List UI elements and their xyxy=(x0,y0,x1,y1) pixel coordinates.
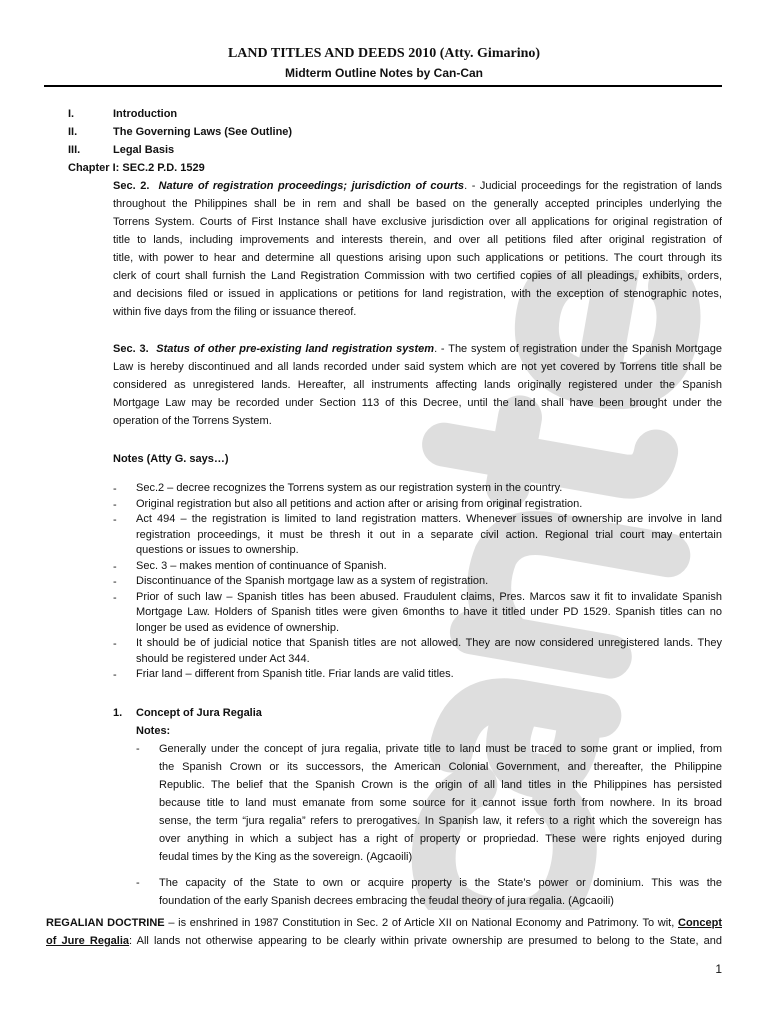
note-item xyxy=(136,667,722,683)
header-rule xyxy=(44,85,722,87)
note-line: registration proceedings, it must be thresh it out in a separate civil action. Regional trial court may entertain xyxy=(136,528,722,541)
concept-note-line: Generally under the concept of jura regalia, private title to land must be traced to some grant or implied, from xyxy=(159,743,722,755)
outline-label-1: Introduction xyxy=(113,108,178,120)
note-line: longer be used as evidence of ownership. xyxy=(136,621,340,634)
note-line: Friar land – different from Spanish title. Friar lands are valid titles. xyxy=(136,668,454,680)
outline-num-2: II. xyxy=(68,126,78,138)
note-line: questions or issues to ownership. xyxy=(136,544,299,556)
note-line: It should be of judicial notice that Spanish titles are not allowed. They are now considered unregistered lands. They xyxy=(136,637,722,649)
page-number: 1 xyxy=(715,962,722,976)
concept-note-line: The capacity of the State to own or acquire property is the State’s power or dominium. This was the xyxy=(159,877,722,889)
note-bullet-dash: - xyxy=(113,498,117,511)
sec2-line-7: and decisions filed or issued in applications or petitions for land registration, with the exception of stenographic notes, xyxy=(113,288,722,300)
concept-number: 1. xyxy=(113,707,123,719)
regalian-line-2-text: : All lands not otherwise appearing to be clearly within private ownership are presumed to belong to the State, and xyxy=(129,935,722,947)
sec3-line-5: operation of the Torrens System. xyxy=(113,415,272,427)
note-item xyxy=(136,559,722,575)
sec3-heading: Status of other pre-existing land registration system xyxy=(156,343,435,355)
note-item xyxy=(136,512,722,559)
document-subtitle: Midterm Outline Notes by Can-Can xyxy=(284,66,484,80)
concept-heading: Concept of Jura Regalia xyxy=(136,707,262,719)
sec3-line-2: Law is hereby discontinued and all lands recorded under said system which are not yet covered by Torrens title shall be xyxy=(113,361,722,373)
concept-note-line: over anything in which a subject has a right of property or propriedad. These were rights enjoyed during xyxy=(159,833,722,845)
sec2-line-6: clerk of court shall furnish the Land Registration Commission with two certified copies of all pleadings, exhibits, orders, xyxy=(113,270,722,282)
regalian-paragraph xyxy=(46,914,722,950)
note-item xyxy=(136,497,722,513)
concept-bullet-dash: - xyxy=(136,743,140,755)
chapter-heading: Chapter I: SEC.2 P.D. 1529 xyxy=(68,162,205,174)
note-line: Discontinuance of the Spanish mortgage law as a system of registration. xyxy=(136,575,489,587)
sec2-paragraph xyxy=(113,177,722,321)
note-line: should be registered under Act 344. xyxy=(136,652,310,665)
sec3-label: Sec. 3. xyxy=(113,343,149,355)
concept-note-line: foundation of the early Spanish decrees embracing the feudal theory of jura regalia. (Agcaoili) xyxy=(159,895,614,907)
notes-heading: Notes (Atty G. says…) xyxy=(113,453,229,465)
concept-note-line: because title to land must emanate from some source for it cannot issue forth from nowhere. In its broad xyxy=(159,797,722,809)
sec2-label: Sec. 2. xyxy=(113,180,150,192)
note-item xyxy=(136,636,722,667)
note-line: Sec. 3 – makes mention of continuance of Spanish. xyxy=(136,559,387,572)
sec2-line-2: throughout the Philippines shall be in rem and shall be based on the generally accepted principles underlying the xyxy=(113,198,722,210)
note-bullet-dash: - xyxy=(113,483,117,495)
note-item xyxy=(136,590,722,637)
sec2-line-3: Torrens System. Courts of First Instance shall have exclusive jurisdiction over all applications for original registration of xyxy=(113,216,722,228)
regalian-line-1 xyxy=(46,914,722,932)
regalian-concept-underlined: Concept xyxy=(678,917,722,929)
document-title: LAND TITLES AND DEEDS 2010 (Atty. Gimarino) xyxy=(227,46,541,61)
note-bullet-dash: - xyxy=(113,560,117,573)
sec2-line-8: within five days from the filing or issuance thereof. xyxy=(113,306,357,318)
outline-label-3: Legal Basis xyxy=(113,144,175,156)
note-item xyxy=(136,574,722,590)
sec2-line-1-text: . - Judicial proceedings for the registration of lands xyxy=(464,180,722,192)
concept-note-line: Republic. The belief that the Spanish Crown is the origin of all land titles in the Philippines has persisted xyxy=(159,779,722,791)
regalian-jure-regalia-underlined: of Jure Regalia xyxy=(46,935,130,947)
sec2-heading: Nature of registration proceedings; jurisdiction of courts xyxy=(158,180,465,192)
concept-note-line: sense, the term “jura regalia” refers to prerogatives. In Spanish law, it refers to a right which the sovereign has xyxy=(159,815,722,827)
note-line: Mortgage Law. Holders of Spanish titles were given 6months to have it titled under PD 1529. Spanish titles can no xyxy=(136,606,722,618)
note-bullet-dash: - xyxy=(113,514,117,526)
sec2-line-4: title to lands, including improvements and interests therein, and over all petitions filed after original registration of xyxy=(113,234,722,246)
sec3-paragraph xyxy=(113,340,722,430)
regalian-line-1-text: – is enshrined in 1987 Constitution in Sec. 2 of Article XII on National Economy and Patrimony. To wit, xyxy=(164,917,678,929)
sec2-line-5: title, with power to hear and determine all questions arising upon such applications or petitions. The court through its xyxy=(113,252,722,264)
concept-notes-label: Notes: xyxy=(136,725,171,737)
note-line: Prior of such law – Spanish titles has been abused. Fraudulent claims, Pres. Marcos saw it fit to invalidate Spanish xyxy=(136,590,722,603)
note-item xyxy=(136,481,722,497)
concept-note-line: the Spanish Crown or its successors, the American Colonial Government, and thereafter, the Philippine xyxy=(159,761,722,773)
concept-note-item xyxy=(159,874,722,910)
concept-bullet-dash: - xyxy=(136,877,140,889)
sec3-line-3: considered as unregistered lands. Hereafter, all instruments affecting lands originally registered under the Spanish xyxy=(113,379,722,391)
concept-note-item xyxy=(159,740,722,866)
concept-note-line: feudal times by the King as the sovereign. (Agcaoili) xyxy=(159,851,413,863)
note-line: Act 494 – the registration is limited to land registration matters. Whenever issues of ownership are involve in land xyxy=(136,513,722,525)
note-line: Original registration but also all petitions and action after or arising from original registration. xyxy=(136,497,583,510)
sec3-line-1 xyxy=(113,340,722,358)
sec3-line-4: Mortgage Law may be recorded under Section 113 of this Decree, until the land shall have been brought under the xyxy=(113,397,722,409)
note-line: Sec.2 – decree recognizes the Torrens system as our registration system in the country. xyxy=(136,482,563,494)
note-bullet-dash: - xyxy=(113,576,117,588)
regalian-line-2 xyxy=(46,932,722,950)
regalian-term: REGALIAN DOCTRINE xyxy=(46,917,165,929)
note-bullet-dash: - xyxy=(113,669,117,681)
sec3-line-1-text: . - The system of registration under the Spanish Mortgage xyxy=(434,343,722,355)
outline-num-3: III. xyxy=(68,144,81,156)
outline-num-1: I. xyxy=(68,108,75,120)
sec2-line-1 xyxy=(113,177,722,195)
note-bullet-dash: - xyxy=(113,638,117,650)
note-bullet-dash: - xyxy=(113,591,117,604)
outline-label-2: The Governing Laws (See Outline) xyxy=(113,126,293,138)
